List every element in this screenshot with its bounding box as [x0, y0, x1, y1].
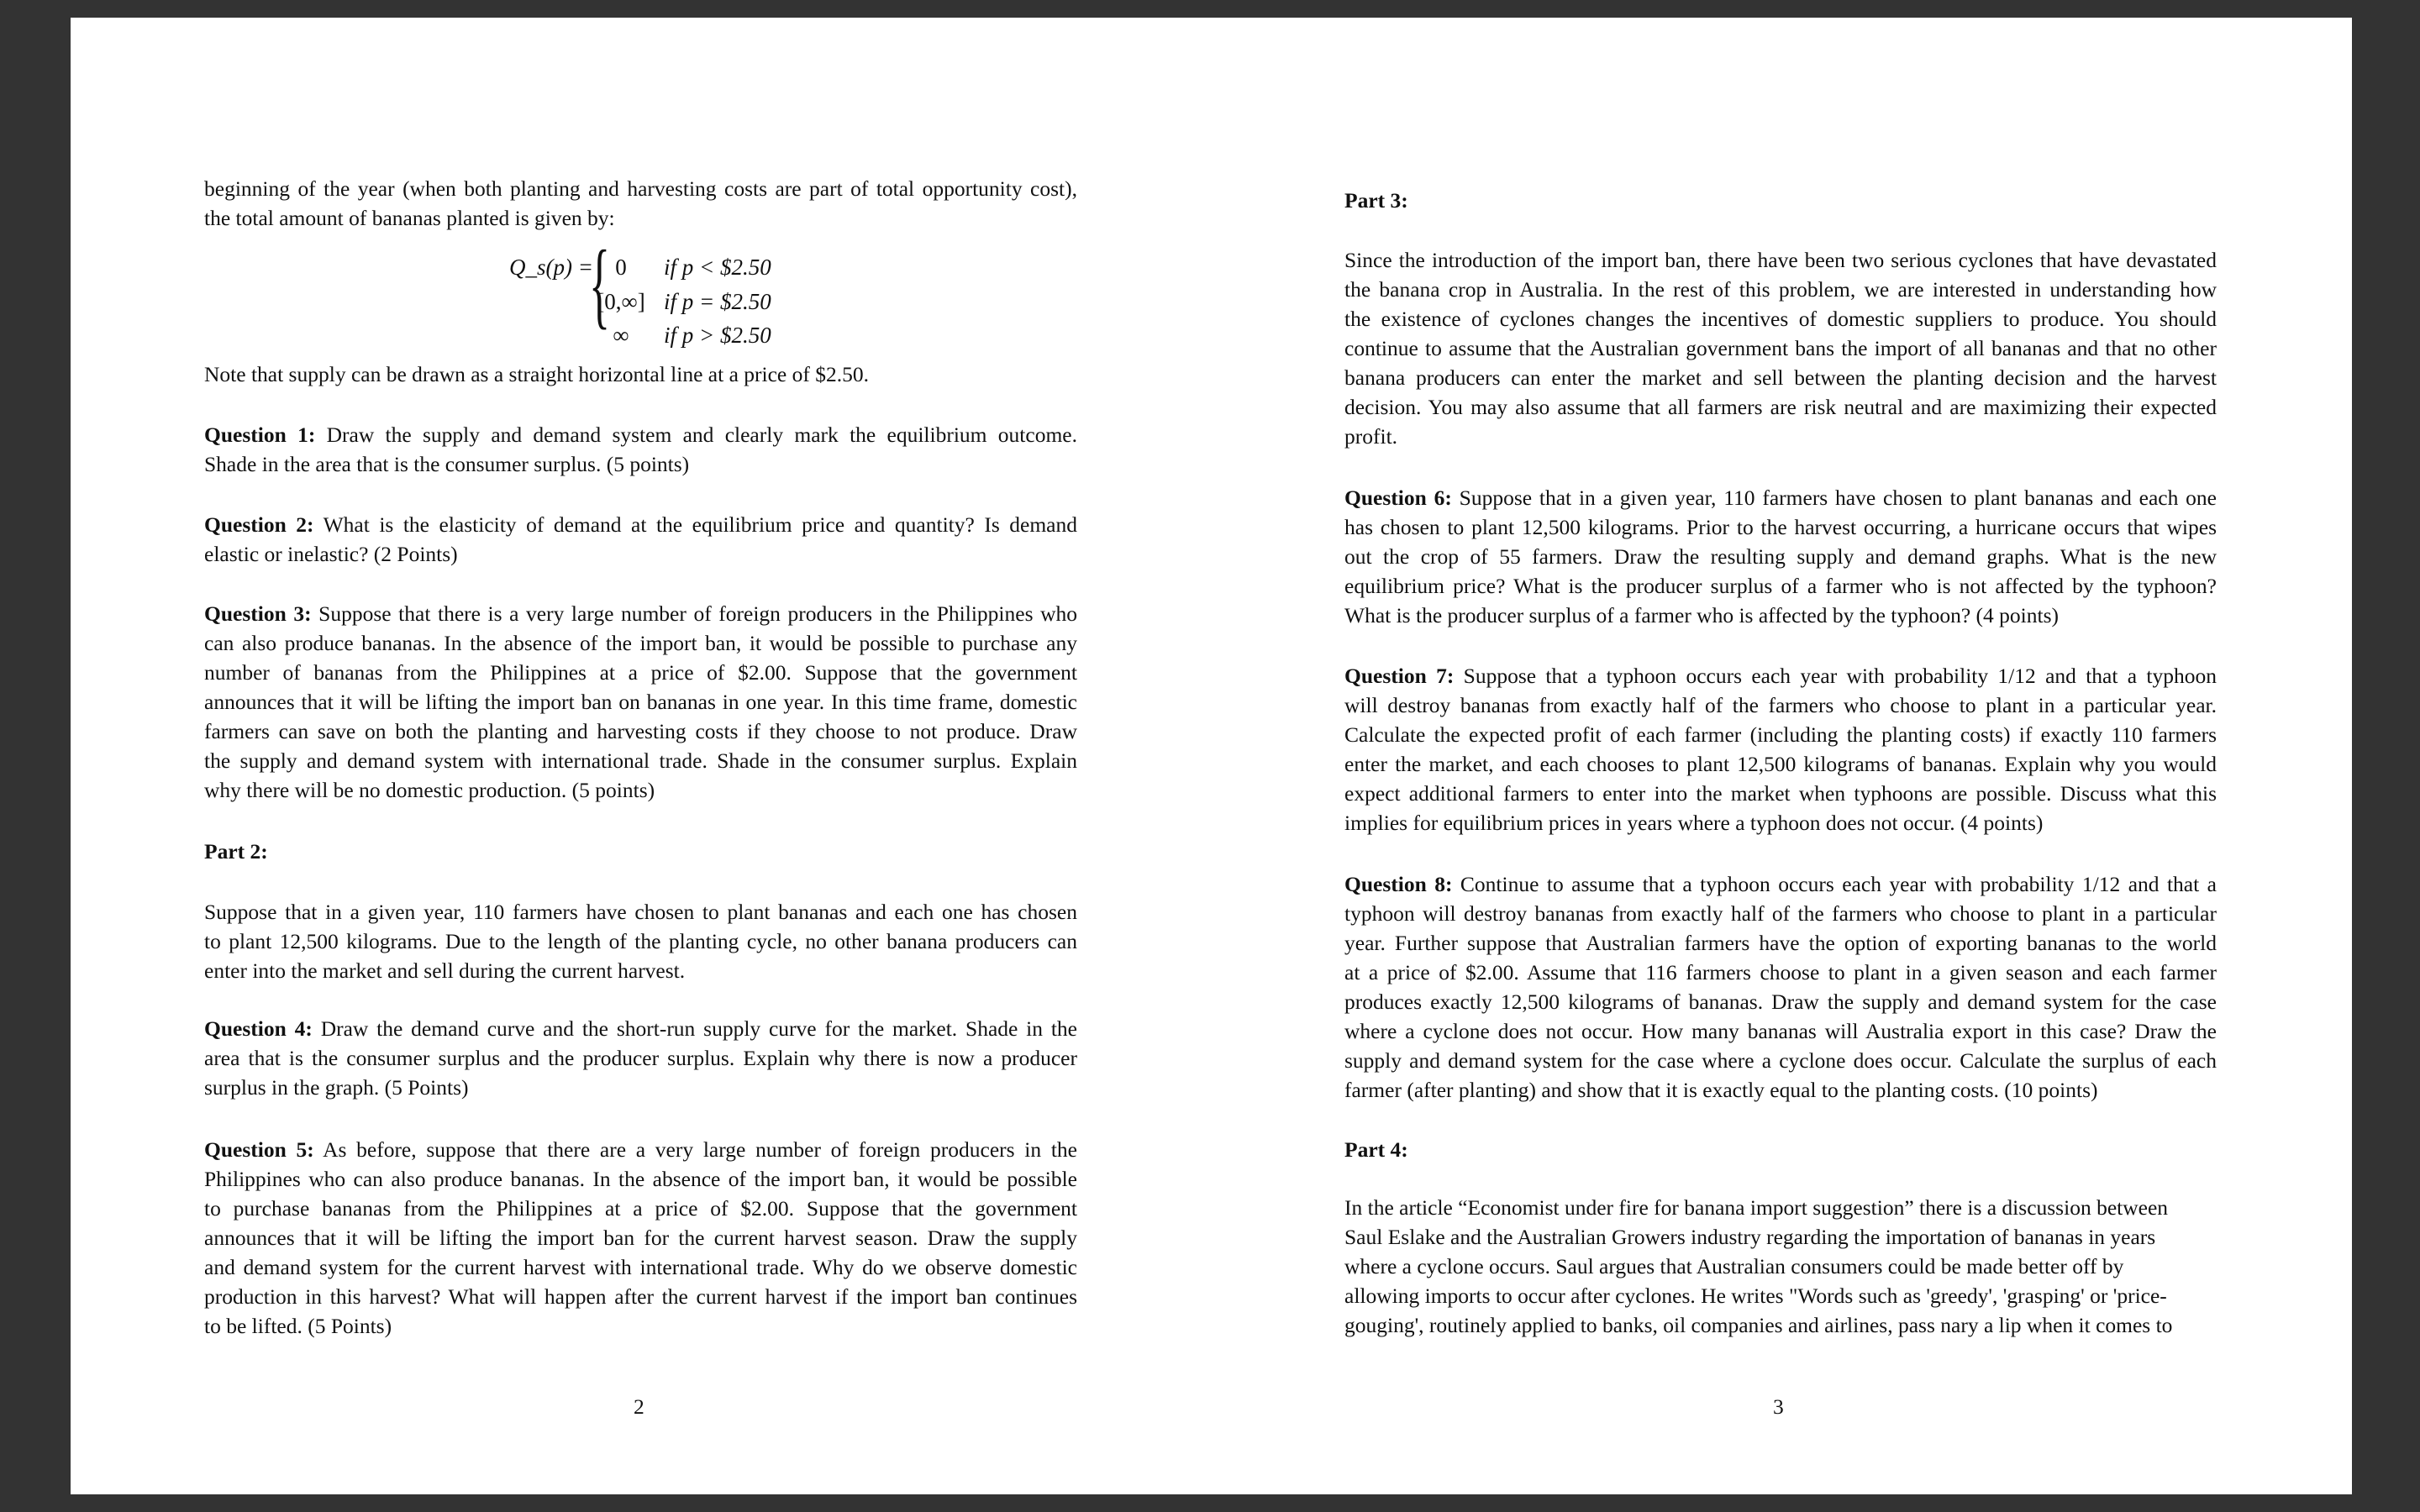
question-label: Question 4:	[204, 1016, 313, 1041]
question-text: at a price of $2.00. Assume that 116 farmers choose to plant in a given season and each farmer	[1344, 960, 2217, 984]
question-text: Draw the supply and demand system and clearly mark the equilibrium outcome.	[315, 423, 1077, 447]
text-line	[1344, 601, 2217, 630]
question-text: area that is the consumer surplus and the producer surplus. Explain why there is now a producer	[204, 1046, 1077, 1070]
text-line	[204, 1043, 1077, 1073]
text-line	[1344, 1016, 2217, 1046]
part-2-paragraph	[204, 897, 1077, 985]
question-7	[1344, 661, 2217, 837]
text-line: Suppose that in a given year, 110 farmers have chosen to plant bananas and each one has chosen	[204, 900, 1077, 924]
text-line	[204, 449, 1077, 479]
formula-if: if	[664, 255, 677, 280]
heading-text: Part 4:	[1344, 1137, 1408, 1162]
question-text: produces exactly 12,500 kilograms of bananas. Draw the supply and demand system for the case	[1344, 990, 2217, 1014]
question-text: Suppose that a typhoon occurs each year with probability 1/12 and that a typhoon	[1454, 664, 2217, 688]
question-text: why there will be no domestic production. (5 points)	[204, 778, 655, 802]
document-spread	[71, 18, 2352, 1494]
part-4-heading	[1344, 1135, 2217, 1164]
text-line	[204, 1135, 1077, 1164]
formula-value: 0	[615, 255, 627, 280]
text-line: the banana crop in Australia. In the rest of this problem, we are interested in understanding how	[1344, 277, 2217, 302]
question-5	[204, 1135, 1077, 1341]
question-text: implies for equilibrium prices in years where a typhoon does not occur. (4 points)	[1344, 811, 2044, 835]
text-line: continue to assume that the Australian government bans the import of all bananas and that no other	[1344, 336, 2217, 360]
question-text: year. Further suppose that Australian farmers have the option of exporting bananas to the world	[1344, 931, 2217, 955]
part-3-paragraph	[1344, 245, 2217, 451]
text-line	[204, 420, 1077, 449]
formula-cond-text: p < $2.50	[681, 255, 771, 280]
formula-condition	[664, 255, 771, 281]
text-line	[204, 1014, 1077, 1043]
part-3-heading	[1344, 186, 2217, 215]
text-line	[1344, 808, 2217, 837]
text-line	[1344, 571, 2217, 601]
question-text: and demand system for the current harvest with international trade. Why do we observe domestic	[204, 1255, 1077, 1279]
question-text: Continue to assume that a typhoon occurs each year with probability 1/12 and that a	[1452, 872, 2217, 896]
text-line	[204, 717, 1077, 746]
formula-cond-text: p = $2.50	[681, 289, 771, 314]
question-text: production in this harvest? What will happen after the current harvest if the import ban continues	[204, 1284, 1077, 1309]
text-line: banana producers can enter the market and sell between the planting decision and the harvest	[1344, 365, 2217, 390]
question-text: expect additional farmers to enter into the market when typhoons are possible. Discuss what this	[1344, 781, 2217, 806]
question-1	[204, 420, 1077, 479]
text-line	[204, 1282, 1077, 1311]
text-line	[1344, 1075, 2217, 1105]
text-line	[204, 628, 1077, 658]
question-text: Suppose that there is a very large number of foreign producers in the Philippines who	[311, 601, 1077, 626]
formula-if: if	[664, 323, 677, 348]
question-text: can also produce bananas. In the absence of the import ban, it would be possible to purchase any	[204, 631, 1077, 655]
question-text: where a cyclone does not occur. How many bananas will Australia export in this case? Draw the	[1344, 1019, 2217, 1043]
question-text: Calculate the expected profit of each farmer (including the planting costs) if exactly 110 farmers	[1344, 722, 2217, 747]
text-line: the total amount of bananas planted is given by:	[204, 206, 615, 230]
text-line: Note that supply can be drawn as a straight horizontal line at a price of $2.50.	[204, 362, 869, 386]
question-text: Philippines who can also produce bananas. In the absence of the import ban, it would be possible	[204, 1167, 1077, 1191]
text-line	[204, 687, 1077, 717]
part-2-heading	[204, 837, 1077, 866]
question-label: Question 5:	[204, 1137, 314, 1162]
question-label: Question 6:	[1344, 486, 1452, 510]
text-line	[1344, 690, 2217, 720]
formula-cond-text: p > $2.50	[681, 323, 771, 348]
text-line	[1344, 512, 2217, 542]
text-line	[1344, 928, 2217, 958]
question-text: announces that it will be lifting the import ban for the current harvest season. Draw the supply	[204, 1226, 1077, 1250]
text-line: gouging', routinely applied to banks, oil companies and airlines, pass nary a lip when it comes to	[1344, 1313, 2173, 1337]
text-line	[204, 746, 1077, 775]
text-line	[1344, 779, 2217, 808]
text-line	[204, 599, 1077, 628]
question-text: Shade in the area that is the consumer surplus. (5 points)	[204, 452, 690, 476]
heading-text: Part 3:	[1344, 188, 1408, 213]
formula-if: if	[664, 289, 677, 314]
question-label: Question 8:	[1344, 872, 1453, 896]
text-line: Saul Eslake and the Australian Growers industry regarding the importation of bananas in years	[1344, 1225, 2156, 1249]
text-line	[1344, 987, 2217, 1016]
text-line	[204, 658, 1077, 687]
question-text: farmer (after planting) and show that it is exactly equal to the planting costs. (10 points)	[1344, 1078, 2098, 1102]
question-text: out the crop of 55 farmers. Draw the resulting supply and demand graphs. What is the new	[1344, 544, 2217, 569]
question-6	[1344, 483, 2217, 630]
question-label: Question 3:	[204, 601, 312, 626]
question-text: farmers can save on both the planting and harvesting costs if they choose to not produce. Draw	[204, 719, 1077, 743]
text-line: the existence of cyclones changes the incentives of domestic suppliers to produce. You should	[1344, 307, 2217, 331]
page-number: 2	[634, 1394, 644, 1419]
text-line: decision. You may also assume that all farmers are risk neutral and are maximizing their expected	[1344, 395, 2217, 419]
page-number: 3	[1773, 1394, 1784, 1419]
text-line: Since the introduction of the import ban, there have been two serious cyclones that have devastated	[1344, 248, 2217, 272]
text-line	[204, 1252, 1077, 1282]
question-8	[1344, 869, 2217, 1105]
formula-value: [0,∞]	[597, 289, 645, 314]
question-text: number of bananas from the Philippines at a price of $2.00. Suppose that the government	[204, 660, 1077, 685]
text-line: beginning of the year (when both planting and harvesting costs are part of total opportunity cost),	[204, 176, 1077, 201]
question-text: announces that it will be lifting the import ban on bananas in one year. In this time frame, domestic	[204, 690, 1077, 714]
part-4-paragraph	[1344, 1193, 2217, 1340]
question-text: As before, suppose that there are a very large number of foreign producers in the	[313, 1137, 1078, 1162]
question-3	[204, 599, 1077, 805]
text-line: where a cyclone occurs. Saul argues that Australian consumers could be made better off by	[1344, 1254, 2124, 1278]
question-text: Draw the demand curve and the short-run supply curve for the market. Shade in the	[312, 1016, 1077, 1041]
text-line: In the article “Economist under fire for banana import suggestion” there is a discussion between	[1344, 1195, 2169, 1220]
question-text: equilibrium price? What is the producer surplus of a farmer who is not affected by the typhoon?	[1344, 574, 2217, 598]
heading-text: Part 2:	[204, 839, 268, 864]
note-paragraph	[204, 360, 1077, 389]
text-line	[204, 1073, 1077, 1102]
text-line	[1344, 542, 2217, 571]
question-4	[204, 1014, 1077, 1102]
question-text: enter the market, and each chooses to plant 12,500 kilograms of bananas. Explain why you would	[1344, 752, 2217, 776]
formula-brace: {	[589, 231, 611, 339]
text-line: allowing imports to occur after cyclones. He writes "Words such as 'greedy', 'grasping' or 'price-	[1344, 1284, 2167, 1308]
question-text: the supply and demand system with international trade. Shade in the consumer surplus. Explain	[204, 748, 1077, 773]
question-text: will destroy bananas from exactly half of the farmers who choose to plant in a particular year.	[1344, 693, 2217, 717]
question-text: surplus in the graph. (5 Points)	[204, 1075, 469, 1100]
question-text: has chosen to plant 12,500 kilograms. Prior to the harvest occurring, a hurricane occurs that wipes	[1344, 515, 2217, 539]
question-label: Question 1:	[204, 423, 316, 447]
formula-condition	[664, 289, 771, 315]
question-text: What is the producer surplus of a farmer who is affected by the typhoon? (4 points)	[1344, 603, 2059, 627]
text-line	[204, 775, 1077, 805]
text-line	[204, 1311, 1077, 1341]
text-line	[1344, 869, 2217, 899]
text-line	[204, 1164, 1077, 1194]
question-text: elastic or inelastic? (2 Points)	[204, 542, 458, 566]
text-line: to plant 12,500 kilograms. Due to the length of the planting cycle, no other banana producers can	[204, 929, 1077, 953]
text-line	[204, 539, 1077, 569]
intro-paragraph	[204, 174, 1077, 233]
question-label: Question 2:	[204, 512, 314, 537]
text-line: enter into the market and sell during the current harvest.	[204, 958, 686, 983]
text-line	[1344, 958, 2217, 987]
formula-condition	[664, 323, 771, 349]
formula-lhs: Q_s(p) =	[509, 255, 593, 280]
text-line	[1344, 749, 2217, 779]
text-line	[1344, 899, 2217, 928]
question-text: What is the elasticity of demand at the equilibrium price and quantity? Is demand	[313, 512, 1077, 537]
question-text: supply and demand system for the case where a cyclone does occur. Calculate the surplus of each	[1344, 1048, 2217, 1073]
text-line	[1344, 1046, 2217, 1075]
formula-value: ∞	[613, 323, 629, 348]
question-text: to purchase bananas from the Philippines at a price of $2.00. Suppose that the government	[204, 1196, 1077, 1221]
question-2	[204, 510, 1077, 569]
text-line: profit.	[1344, 424, 1398, 449]
question-text: to be lifted. (5 Points)	[204, 1314, 392, 1338]
text-line	[1344, 661, 2217, 690]
text-line	[204, 510, 1077, 539]
question-label: Question 7:	[1344, 664, 1455, 688]
text-line	[204, 1223, 1077, 1252]
text-line	[1344, 720, 2217, 749]
question-text: typhoon will destroy bananas from exactly half of the farmers who choose to plant in a particular	[1344, 901, 2217, 926]
question-text: Suppose that in a given year, 110 farmers have chosen to plant bananas and each one	[1451, 486, 2217, 510]
text-line	[1344, 483, 2217, 512]
text-line	[204, 1194, 1077, 1223]
